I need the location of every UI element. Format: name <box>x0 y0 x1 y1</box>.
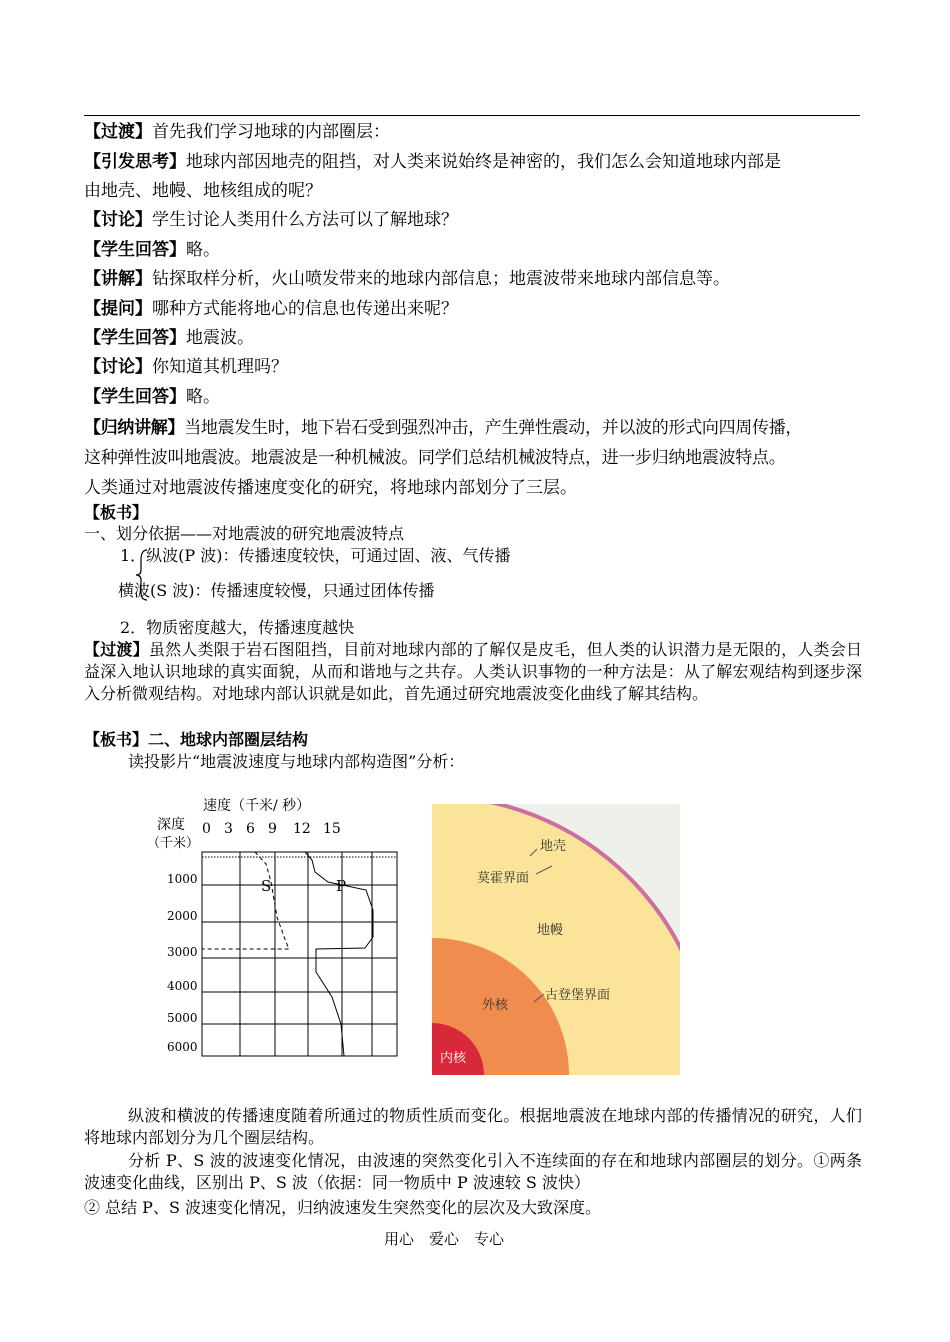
speed-tick: 15 <box>323 821 341 837</box>
depth-unit-label: （千米） <box>147 836 200 851</box>
board1-item2: 2．物质密度越大，传播速度越快 <box>120 618 355 637</box>
para-speed-change: 纵波和横波的传播速度随着所通过的物质性质而变化。根据地震波在地球内部的传播情况的研究，人们将地球内部划分为几个圈层结构。 <box>84 1106 862 1147</box>
chart-grid <box>202 852 397 1056</box>
board1-item1b: 横波(S 波)：传播速度较慢，只通过团体传播 <box>118 581 435 600</box>
gutenberg-label: 古登堡界面 <box>545 988 611 1003</box>
speed-tick: 3 <box>224 821 233 837</box>
board1-heading: 一、划分依据——对地震波的研究地震波特点 <box>84 524 405 543</box>
page-footer: 用心 爱心 专心 <box>384 1230 505 1248</box>
para-question: 【提问】哪种方式能将地心的信息也传递出来呢？ <box>84 299 458 319</box>
para-summary-line3: 人类通过对地震波传播速度变化的研究，将地球内部划分了三层。 <box>84 478 577 498</box>
outer-core-label: 外核 <box>482 998 509 1013</box>
depth-tick: 3000 <box>167 945 198 959</box>
seismic-speed-chart <box>140 792 400 1067</box>
speed-tick: 0 <box>202 821 211 837</box>
moho-label: 莫霍界面 <box>477 871 530 886</box>
s-wave-curve <box>202 852 289 949</box>
board-tag-1: 【板书】 <box>84 503 149 522</box>
para-summary-line2: 这种弹性波叫地震波。地震波是一种机械波。同学们总结机械波特点，进一步归纳地震波特点。 <box>84 448 786 468</box>
earth-structure-diagram <box>432 804 680 1075</box>
depth-axis-label: 深度 <box>157 817 185 833</box>
para-discuss-1: 【讨论】学生讨论人类用什么方法可以了解地球？ <box>84 210 458 230</box>
para-discuss-2: 【讨论】你知道其机理吗？ <box>84 357 288 377</box>
para-explain: 【讲解】钻探取样分析，火山喷发带来的地球内部信息；地震波带来地球内部信息等。 <box>84 269 730 289</box>
crust-label: 地壳 <box>540 839 567 854</box>
p-wave-label: P <box>336 877 347 895</box>
para-summary: 【归纳讲解】当地震发生时，地下岩石受到强烈冲击，产生弹性震动，并以波的形式向四周传播， <box>84 418 803 438</box>
read-instruction: 读投影片“地震波速度与地球内部构造图”分析： <box>128 752 465 771</box>
para-think-cont: 由地壳、地幔、地核组成的呢？ <box>84 181 322 201</box>
board1-item1: 1．纵波(P 波)：传播速度较快，可通过固、液、气传播 <box>120 546 511 565</box>
para-summary-2: ② 总结 P、S 波速变化情况，归纳波速发生突然变化的层次及大致深度。 <box>84 1198 601 1217</box>
inner-core-label: 内核 <box>440 1051 467 1066</box>
para-transition-2: 【过渡】虽然人类限于岩石图阻挡，目前对地球内部的了解仅是皮毛，但人类的认识潜力是无限的，人类会日益深入地认识地球的真实面貌，从而和谐地与之共存。人类认识事物的一种方法是：从了解宏观结构到逐步深入分析微观结构。对地球内部认识就是如此，首先通过研究地震波变化曲线了解其结构。 <box>84 640 862 703</box>
para-answer-3: 【学生回答】略。 <box>84 387 220 407</box>
para-answer-2: 【学生回答】地震波。 <box>84 328 254 348</box>
depth-tick: 4000 <box>167 979 198 993</box>
speed-axis-label: 速度（千米/ 秒） <box>203 798 311 814</box>
depth-tick: 1000 <box>167 872 198 886</box>
depth-tick: 6000 <box>167 1040 198 1054</box>
s-wave-label: S <box>261 877 272 895</box>
board2-heading: 【板书】二、地球内部圈层结构 <box>84 730 309 749</box>
depth-tick: 5000 <box>167 1011 198 1025</box>
header-rule <box>84 115 860 116</box>
depth-tick: 2000 <box>167 909 198 923</box>
para-transition-1: 【过渡】首先我们学习地球的内部圈层： <box>84 122 390 142</box>
speed-tick: 9 <box>268 821 277 837</box>
mantle-label: 地幔 <box>537 923 564 938</box>
para-think: 【引发思考】地球内部因地壳的阻挡，对人类来说始终是神密的，我们怎么会知道地球内部是 <box>84 152 781 172</box>
speed-tick: 12 <box>293 821 311 837</box>
speed-tick: 6 <box>246 821 255 837</box>
para-answer-1: 【学生回答】略。 <box>84 240 220 260</box>
para-analysis: 分析 P、S 波的波速变化情况，由波速的突然变化引入不连续面的存在和地球内部圈层的划分。①两条波速变化曲线，区别出 P、S 波（依据：同一物质中 P 波速较 S 波快） <box>84 1151 862 1192</box>
